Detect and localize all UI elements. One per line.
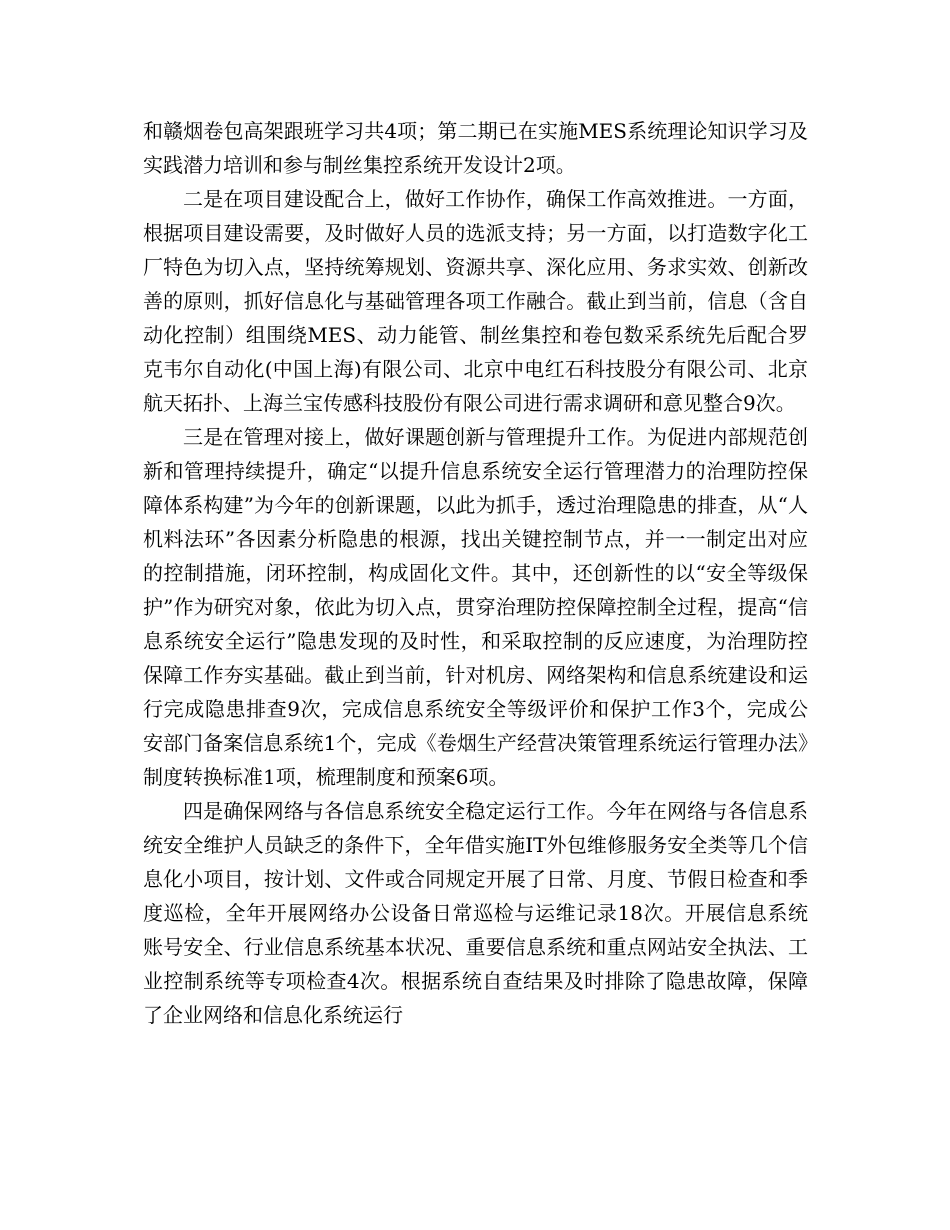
document-body bbox=[143, 114, 808, 1032]
paragraph-network-security: 四是确保网络与各信息系统安全稳定运行工作。今年在网络与各信息系统安全维护人员缺乏的条件下，全年借实施IT外包维修服务安全类等几个信息化小项目，按计划、文件或合同规定开展了日常、月度、节假日检查和季度巡检，全年开展网络办公设备日常巡检与运维记录18次。开展信息系统账号安全、行业信息系统基本状况、重要信息系统和重点网站安全执法、工业控制系统等专项检查4次。根据系统自查结果及时排除了隐患故障，保障了企业网络和信息化系统运行 bbox=[143, 799, 808, 1027]
paragraph-continuation: 和赣烟卷包高架跟班学习共4项；第二期已在实施MES系统理论知识学习及实践潜力培训和参与制丝集控系统开发设计2项。 bbox=[143, 119, 808, 177]
paragraph-project-cooperation: 二是在项目建设配合上，做好工作协作，确保工作高效推进。一方面，根据项目建设需要，及时做好人员的选派支持；另一方面，以打造数字化工厂特色为切入点，坚持统筹规划、资源共享、深化应用、务求实效、创新改善的原则，抓好信息化与基础管理各项工作融合。截止到当前，信息（含自动化控制）组围绕MES、动力能管、制丝集控和卷包数采系统先后配合罗克韦尔自动化(中国上海)有限公司、北京中电红石科技股分有限公司、北京航天拓扑、上海兰宝传感科技股份有限公司进行需求调研和意见整合9次。 bbox=[143, 187, 808, 415]
paragraph-management-innovation: 三是在管理对接上，做好课题创新与管理提升工作。为促进内部规范创新和管理持续提升，确定“以提升信息系统安全运行管理潜力的治理防控保障体系构建”为今年的创新课题，以此为抓手，透过治理隐患的排查，从“人机料法环”各因素分析隐患的根源，找出关键控制节点，并一一制定出对应的控制措施，闭环控制，构成固化文件。其中，还创新性的以“安全等级保护”作为研究对象，依此为切入点，贯穿治理防控保障控制全过程，提高“信息系统安全运行”隐患发现的及时性，和采取控制的反应速度，为治理防控保障工作夯实基础。截止到当前，针对机房、网络架构和信息系统建设和运行完成隐患排查9次，完成信息系统安全等级评价和保护工作3个，完成公安部门备案信息系统1个，完成《卷烟生产经营决策管理系统运行管理办法》制度转换标准1项，梳理制度和预案6项。 bbox=[143, 425, 808, 789]
